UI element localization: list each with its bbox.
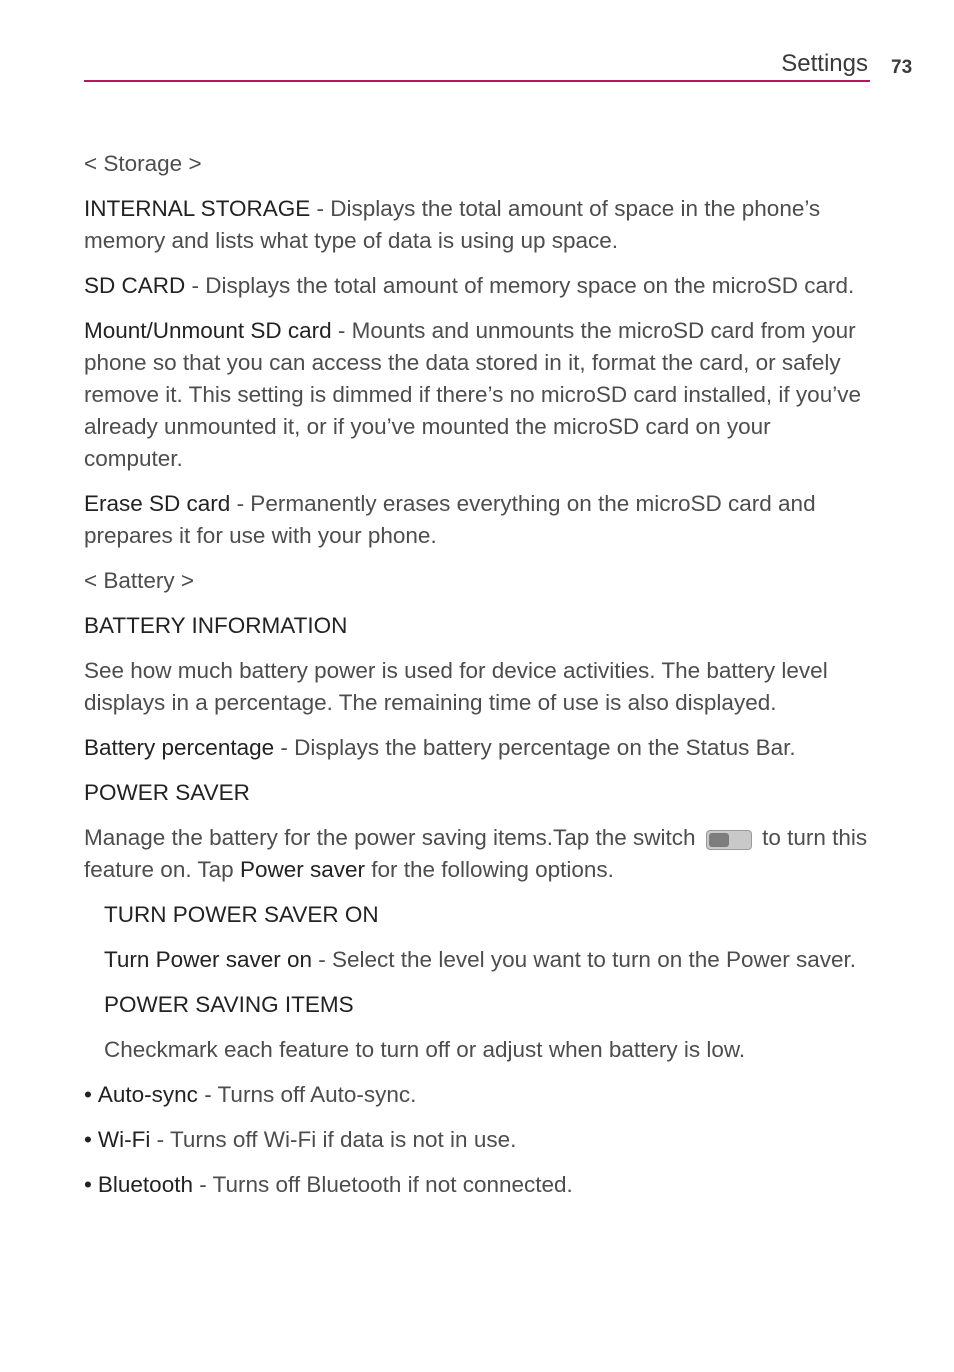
auto-sync-desc: - Turns off Auto-sync. — [197, 1082, 417, 1107]
page-header — [84, 48, 870, 82]
bluetooth-term: Bluetooth — [97, 1172, 193, 1197]
battery-info-heading: BATTERY INFORMATION — [84, 613, 348, 638]
mount-sd-desc: - Mounts and unmounts the microSD card from your phone so that you can access the data stored in it, format the card, or safely remove it. This setting is dimmed if there’s no microSD card installed, if you’ve already unmounted it, or if you’ve mounted the microSD card on your computer. — [84, 318, 861, 471]
turn-power-saver-on-term: Turn Power saver on — [104, 947, 313, 972]
bluetooth-desc: - Turns off Bluetooth if not connected. — [192, 1172, 573, 1197]
internal-storage-desc: - Displays the total amount of space in the phone’s memory and lists what type of data is using up space. — [84, 196, 821, 253]
turn-power-saver-on-heading: TURN POWER SAVER ON — [104, 902, 379, 927]
sd-card-desc: - Displays the total amount of memory space on the microSD card. — [185, 273, 855, 298]
toggle-switch-icon — [706, 830, 752, 850]
wifi-term: Wi-Fi — [97, 1127, 151, 1152]
internal-storage-paragraph — [84, 193, 874, 257]
storage-heading: < Storage > — [84, 151, 202, 176]
battery-heading: < Battery > — [84, 568, 195, 593]
power-saver-desc-3: for the following options. — [365, 857, 614, 882]
battery-percentage-term: Battery percentage — [84, 735, 275, 760]
sd-card-paragraph — [84, 270, 874, 302]
page-content — [84, 148, 874, 1214]
list-item — [84, 1169, 874, 1201]
power-saver-desc-2: to turn this feature on. Tap — [84, 825, 868, 882]
battery-info-desc: See how much battery power is used for device activities. The battery level displays in a percentage. The remaining time of use is also displayed. — [84, 658, 828, 715]
mount-sd-paragraph — [84, 315, 874, 475]
power-saver-term: Power saver — [239, 857, 365, 882]
list-item — [84, 1124, 874, 1156]
power-saver-desc-1: Manage the battery for the power saving items.Tap the switch — [84, 825, 702, 850]
erase-sd-desc: - Permanently erases everything on the microSD card and prepares it for use with your phone. — [84, 491, 816, 548]
internal-storage-term: INTERNAL STORAGE — [84, 196, 311, 221]
sd-card-term: SD CARD — [84, 273, 186, 298]
battery-percentage-paragraph — [84, 732, 874, 764]
turn-power-saver-on-paragraph — [84, 944, 874, 976]
auto-sync-term: Auto-sync — [97, 1082, 198, 1107]
power-saver-heading: POWER SAVER — [84, 780, 250, 805]
turn-power-saver-on-desc: - Select the level you want to turn on the Power saver. — [312, 947, 857, 972]
mount-sd-term: Mount/Unmount SD card — [84, 318, 332, 343]
power-saving-items-desc: Checkmark each feature to turn off or adjust when battery is low. — [104, 1037, 746, 1062]
erase-sd-paragraph — [84, 488, 874, 552]
section-title: Settings — [781, 50, 868, 77]
wifi-desc: - Turns off Wi-Fi if data is not in use. — [150, 1127, 517, 1152]
list-item — [84, 1079, 874, 1111]
power-saver-paragraph — [84, 822, 874, 886]
erase-sd-term: Erase SD card — [84, 491, 231, 516]
page-number: 73 — [891, 57, 913, 78]
battery-percentage-desc: - Displays the battery percentage on the Status Bar. — [274, 735, 796, 760]
power-saving-items-heading: POWER SAVING ITEMS — [104, 992, 354, 1017]
switch-knob — [709, 833, 729, 847]
header-rule — [84, 80, 870, 82]
